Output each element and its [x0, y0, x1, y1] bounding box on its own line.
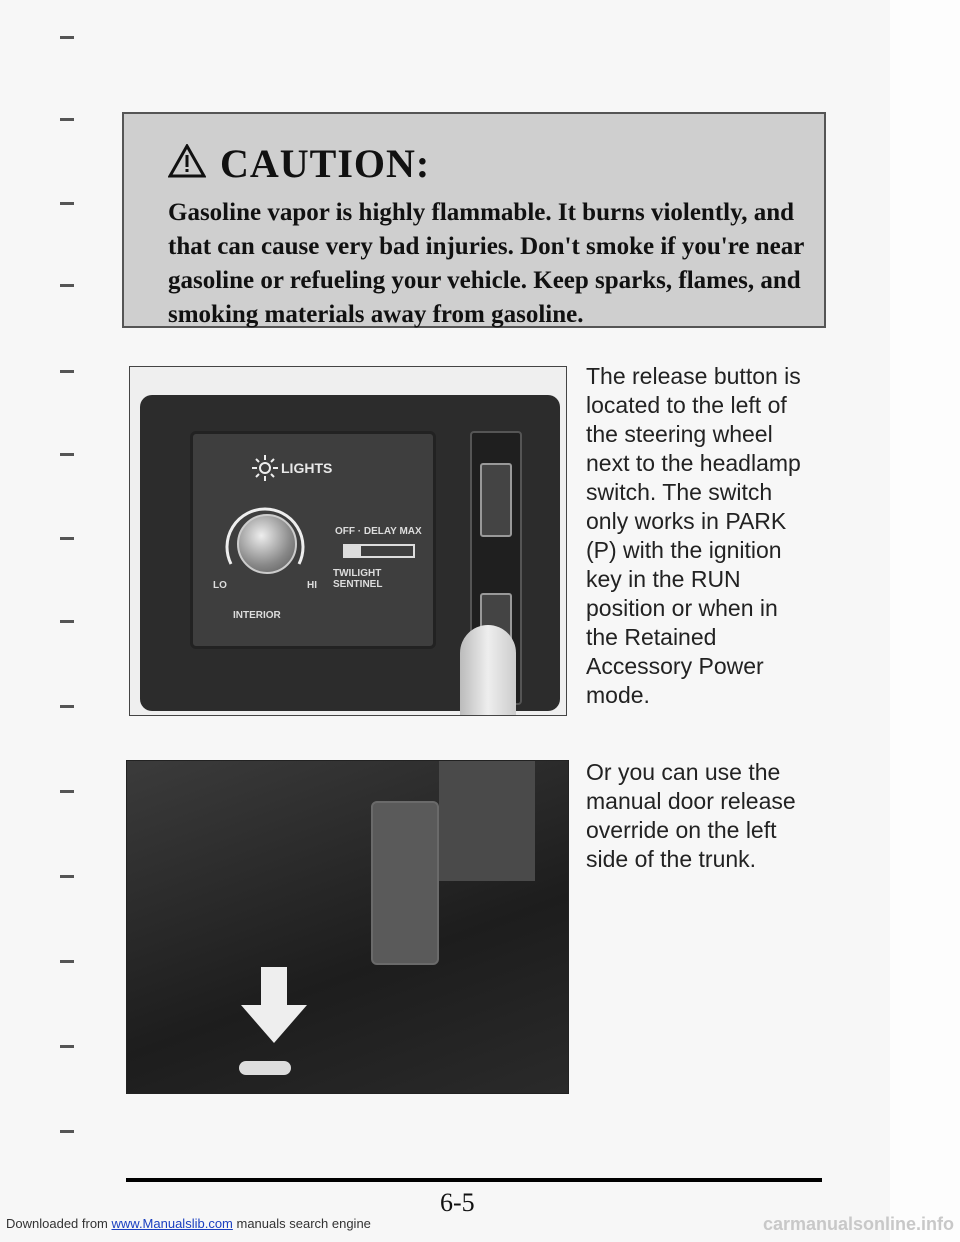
manualslib-link[interactable]: www.Manualslib.com: [111, 1216, 233, 1231]
margin-tick: [60, 705, 74, 708]
margin-tick: [60, 790, 74, 793]
manual-override-description: Or you can use the manual door release override on the left side of the trunk.: [586, 759, 796, 872]
page-right-margin: [890, 0, 960, 1242]
margin-tick: [60, 1045, 74, 1048]
headlamp-switch-photo: [129, 366, 567, 716]
caution-box: [122, 112, 826, 328]
footer-suffix: manuals search engine: [232, 1216, 371, 1231]
release-button-description: The release button is located to the left of the steering wheel next to the headlamp switch. The switch only works in PARK (P) with the ignition key in the RUN position or when in the Retained Accessory Power mode.: [586, 363, 801, 708]
arrow-down-icon: [239, 967, 309, 1043]
interior-label: INTERIOR: [233, 610, 281, 621]
caution-title: CAUTION:: [220, 141, 431, 186]
footer-rule: [126, 1178, 822, 1182]
lights-control-panel: [190, 431, 436, 649]
trunk-upper-panel: [439, 761, 535, 881]
margin-tick: [60, 875, 74, 878]
lights-label: LIGHTS: [281, 460, 333, 476]
margin-tick: [60, 453, 74, 456]
twilight-label: TWILIGHT SENTINEL: [333, 568, 383, 590]
manual-release-handle: [371, 801, 439, 965]
margin-tick: [60, 960, 74, 963]
lo-label: LO: [213, 580, 227, 591]
margin-tick: [60, 36, 74, 39]
sun-icon: [251, 454, 279, 482]
margin-tick: [60, 370, 74, 373]
caution-heading: [168, 140, 430, 187]
margin-tick: [60, 620, 74, 623]
finger-pressing-button: [460, 625, 516, 716]
trunk-override-photo: [126, 760, 569, 1094]
watermark: carmanualsonline.info: [762, 1214, 954, 1234]
caution-text: Gasoline vapor is highly flammable. It burns violently, and that can cause very bad injuries. Don't smoke if you're near gasoline or refueling your vehicle. Keep sparks, flames, and smoking materials away from gasoline.: [168, 199, 804, 328]
trunk-release-switch: [480, 463, 512, 537]
page-number: 6-5: [440, 1188, 475, 1217]
delay-label: OFF · DELAY MAX: [335, 526, 422, 537]
footer-prefix: Downloaded from: [6, 1216, 112, 1231]
margin-tick: [60, 202, 74, 205]
margin-tick: [60, 1130, 74, 1133]
hi-label: HI: [307, 580, 317, 591]
margin-tick: [60, 537, 74, 540]
release-tab: [239, 1061, 291, 1075]
dashboard-panel: [140, 395, 560, 711]
dimmer-knob: [237, 514, 297, 574]
download-footer: [6, 1216, 371, 1231]
margin-tick: [60, 284, 74, 287]
margin-tick: [60, 118, 74, 121]
warning-triangle-icon: [168, 144, 206, 178]
delay-slider: [343, 544, 415, 558]
